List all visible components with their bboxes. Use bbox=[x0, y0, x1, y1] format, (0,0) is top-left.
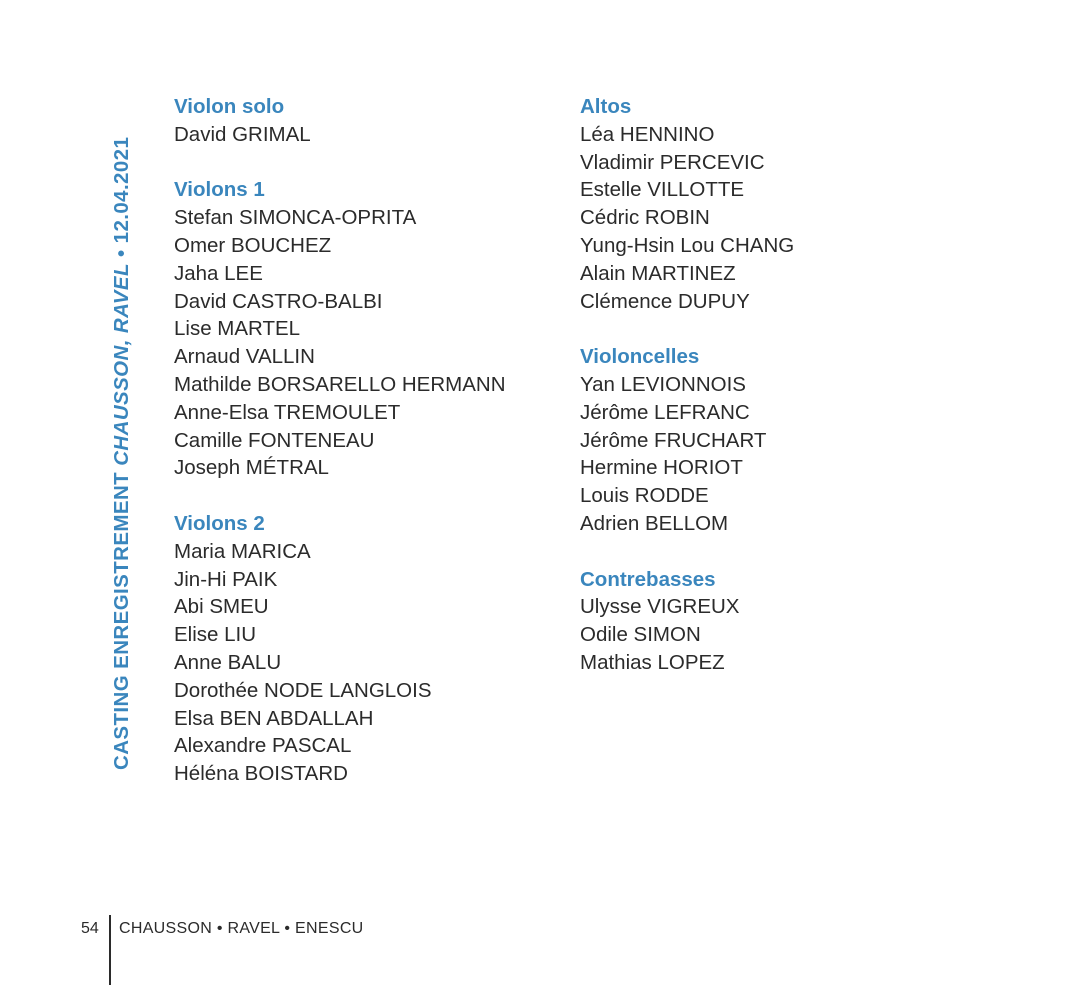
member-name: Odile SIMON bbox=[580, 623, 701, 647]
member-name: Joseph MÉTRAL bbox=[174, 456, 329, 480]
member-name: Arnaud VALLIN bbox=[174, 345, 315, 369]
member-name: Mathias LOPEZ bbox=[580, 650, 725, 674]
member-name: Jin-Hi PAIK bbox=[174, 567, 278, 591]
section-heading: Violons 2 bbox=[174, 511, 265, 535]
page-number: 54 bbox=[81, 920, 99, 937]
member-name: Jaha LEE bbox=[174, 261, 263, 285]
left-column bbox=[174, 93, 506, 816]
section-heading: Altos bbox=[580, 95, 632, 118]
member-name: Alain MARTINEZ bbox=[580, 261, 736, 285]
member-name: Estelle VILLOTTE bbox=[580, 178, 745, 202]
member-name: Léa HENNINO bbox=[580, 122, 715, 146]
member-name: Héléna BOISTARD bbox=[174, 762, 348, 786]
member-name: Vladimir PERCEVIC bbox=[580, 150, 765, 174]
member-name: Yan LEVIONNOIS bbox=[580, 372, 746, 396]
member-name: Anne-Elsa TREMOULET bbox=[174, 400, 401, 424]
member-name: Lise MARTEL bbox=[174, 317, 301, 341]
member-name: Cédric ROBIN bbox=[580, 206, 710, 230]
member-name: Abi SMEU bbox=[174, 595, 269, 619]
section-violons-1 bbox=[174, 176, 506, 482]
member-name: Camille FONTENEAU bbox=[174, 428, 375, 452]
member-name: Ulysse VIGREUX bbox=[580, 595, 740, 619]
member-name: Jérôme LEFRANC bbox=[580, 400, 750, 424]
side-title-composers: CHAUSSON, RAVEL bbox=[110, 263, 133, 466]
member-name: Elise LIU bbox=[174, 623, 257, 647]
section-violons-2 bbox=[174, 510, 506, 788]
member-name: Anne BALU bbox=[174, 650, 282, 674]
member-name: Elsa BEN ABDALLAH bbox=[174, 706, 374, 730]
side-title-date: • 12.04.2021 bbox=[110, 136, 133, 264]
member-name: David CASTRO-BALBI bbox=[174, 289, 383, 313]
section-violon-solo bbox=[174, 93, 506, 149]
section-altos bbox=[580, 93, 794, 315]
member-name: Adrien BELLOM bbox=[580, 511, 729, 535]
member-name: Dorothée NODE LANGLOIS bbox=[174, 678, 432, 702]
member-name: Jérôme FRUCHART bbox=[580, 428, 767, 452]
member-name: Stefan SIMONCA-OPRITA bbox=[174, 206, 417, 230]
member-name: David GRIMAL bbox=[174, 122, 311, 146]
footer-divider bbox=[109, 915, 111, 985]
page-footer bbox=[0, 915, 500, 985]
section-heading: Violoncelles bbox=[580, 345, 700, 369]
section-violoncelles bbox=[580, 343, 794, 538]
section-heading: Violons 1 bbox=[174, 178, 265, 202]
vertical-side-title bbox=[110, 137, 134, 770]
member-name: Omer BOUCHEZ bbox=[174, 233, 332, 257]
right-column bbox=[580, 93, 794, 705]
member-name: Maria MARICA bbox=[174, 539, 311, 563]
member-name: Yung-Hsin Lou CHANG bbox=[580, 233, 795, 257]
member-name: Mathilde BORSARELLO HERMANN bbox=[174, 372, 506, 396]
member-name: Hermine HORIOT bbox=[580, 456, 743, 480]
section-heading: Contrebasses bbox=[580, 567, 716, 591]
footer-title: CHAUSSON • RAVEL • ENESCU bbox=[119, 920, 364, 937]
member-name: Louis RODDE bbox=[580, 484, 709, 508]
section-heading: Violon solo bbox=[174, 95, 285, 118]
member-name: Alexandre PASCAL bbox=[174, 734, 352, 758]
side-title-prefix: CASTING ENREGISTREMENT bbox=[110, 465, 133, 770]
member-name: Clémence DUPUY bbox=[580, 289, 750, 313]
section-contrebasses bbox=[580, 566, 794, 677]
